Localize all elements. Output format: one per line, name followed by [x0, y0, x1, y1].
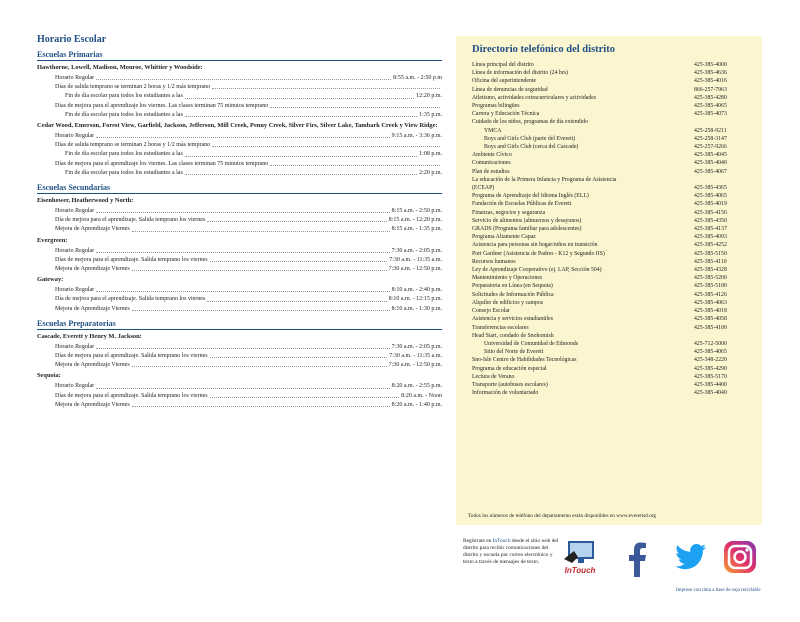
schedule-label: Fin de día escolar para todos los estudiantes a las — [65, 93, 183, 100]
directory-label: Sitio del Norte de Everett — [484, 349, 544, 356]
directory-phone[interactable]: 425-712-5000 — [694, 340, 727, 347]
school-group-heading: Gateway: — [37, 276, 64, 284]
schedule-row — [37, 265, 442, 274]
section-heading: Escuelas Secundarias — [37, 183, 442, 194]
directory-label: Atletismo, actividades extracurriculares y actividades — [472, 94, 597, 101]
directory-row — [472, 61, 750, 69]
directory-label: Sno-Isle Centro de Habilidades Tecnológicas — [472, 357, 577, 364]
directory-row — [472, 118, 750, 126]
schedule-row — [37, 295, 442, 304]
directory-label: Línea principal del distrito — [472, 62, 534, 68]
directory-row — [472, 225, 750, 233]
directory-phone[interactable]: 425-385-4280 — [694, 94, 727, 101]
directory-phone[interactable]: 425-348-2220 — [694, 357, 727, 364]
schedule-row — [37, 401, 442, 410]
directory-phone[interactable]: 425-385-4016 — [694, 78, 727, 85]
leader-dots — [132, 225, 390, 231]
schedule-label: Día de mejora para el aprendizaje. Salida temprano los viernes — [55, 296, 206, 303]
directory-phone[interactable] — [694, 176, 750, 184]
directory-phone[interactable]: 425-385-4365 — [694, 185, 727, 192]
directory-row — [472, 217, 750, 225]
schedule-time: 9:15 a.m. - 3:36 p.m. — [391, 133, 442, 140]
leader-dots — [96, 382, 390, 388]
directory-phone[interactable]: 425-385-4156 — [694, 209, 727, 216]
leader-dots — [207, 295, 386, 301]
directory-row — [472, 315, 750, 323]
schedule-label: Mejora de Aprendizaje Viernes — [55, 305, 130, 312]
directory-label: Programas bilingües — [472, 103, 520, 110]
directory-row — [472, 127, 750, 135]
directory-row — [472, 373, 750, 381]
directory-label: Transferencias escolares — [472, 324, 529, 331]
twitter-icon[interactable] — [670, 537, 710, 577]
schedule-time: 8:15 a.m. - 12:20 p.m. — [388, 217, 442, 224]
schedule-label: Días de salida temprano se terminan 2 horas y 1/2 más temprano — [55, 142, 211, 149]
section-heading: Escuelas Primarias — [37, 50, 442, 61]
leader-dots — [96, 247, 390, 253]
schedule-row — [37, 361, 442, 370]
directory-phone[interactable]: 425-385-4093 — [694, 234, 727, 241]
schedule-row — [37, 343, 442, 352]
leader-dots — [270, 102, 440, 108]
directory-row — [472, 192, 750, 200]
directory-label: Boys and Girls Club (parte del Everett) — [484, 135, 576, 142]
directory-row — [472, 69, 750, 77]
schedule-row — [37, 207, 442, 216]
schedule-row — [37, 160, 442, 169]
schedule-row — [37, 132, 442, 141]
directory-row — [472, 102, 750, 110]
directory-label: Información de voluntariado — [472, 390, 539, 397]
directory-label: Ley de Aprendizaje Cooperativo (ej. LAP, Sección 504) — [472, 267, 602, 274]
directory-label: Boys and Girls Club (cerca del Cascade) — [484, 144, 579, 151]
directory-row — [472, 151, 750, 159]
directory-row — [472, 233, 750, 241]
directory-label: Lectura de Verano — [472, 373, 515, 380]
directory-phone[interactable]: 425-385-4290 — [694, 365, 727, 372]
directory-row — [472, 250, 750, 258]
schedule-row — [37, 74, 442, 83]
schedule-row — [37, 150, 442, 159]
leader-dots — [212, 83, 440, 89]
directory-label: La educación de la Primera Infancia y Programa de Asistencia — [472, 176, 617, 183]
directory-label: Plan de estudios — [472, 168, 510, 175]
schedule-label: Horario Regular — [55, 247, 95, 254]
leader-dots — [96, 207, 390, 213]
schedule-row — [37, 102, 442, 111]
directory-row — [472, 110, 750, 118]
footer-note: Impreso con tinta a base de soja reciclable — [676, 588, 761, 593]
schedule-time: 2:20 p.m. — [419, 169, 442, 176]
directory-phone[interactable] — [694, 332, 750, 340]
social-icons — [560, 537, 760, 587]
schedule-body — [37, 50, 442, 410]
directory-row — [472, 291, 750, 299]
directory-row — [472, 184, 750, 192]
directory-row — [472, 209, 750, 217]
directory-phone[interactable]: 425-385-4067 — [694, 168, 727, 175]
leader-dots — [185, 169, 417, 175]
schedule-row — [37, 141, 442, 150]
register-intouch-text: Regístrate en InTouch desde el sitio web del distrito para recibir comunicaciones del distrito y escuela por correo electrónico y texto a través de mensajes de texto. — [463, 538, 559, 565]
leader-dots — [210, 256, 388, 262]
directory-list — [472, 61, 750, 397]
directory-row — [472, 77, 750, 85]
directory-row — [472, 266, 750, 274]
schedule-row — [37, 286, 442, 295]
directory-phone[interactable]: 425-385-4328 — [694, 267, 727, 274]
directory-label: Comunicaciones — [472, 160, 511, 167]
schedule-time: 8:55 a.m. - 2:50 p.m — [393, 75, 442, 81]
directory-label: Programa de educación especial — [472, 365, 547, 372]
school-group-heading: Eisenhower, Heatherwood y North: — [37, 197, 134, 205]
directory-row — [472, 176, 750, 184]
schedule-label: Día de mejora para el aprendizaje. Salida temprano los viernes — [55, 217, 206, 224]
schedule-time: 1:35 p.m. — [419, 111, 442, 118]
schedule-row — [37, 392, 442, 401]
directory-title: Directorio telefónico del distrito — [472, 44, 615, 55]
directory-row — [472, 299, 750, 307]
leader-dots — [185, 92, 414, 98]
schedule-time: 8:20 a.m. - 1:40 p.m. — [391, 401, 442, 408]
schedule-row — [37, 111, 442, 120]
school-group-heading: Sequoia: — [37, 372, 61, 380]
directory-row — [472, 258, 750, 266]
directory-label: GRADS (Programa familiar para adolescentes) — [472, 226, 582, 233]
schedule-row — [37, 92, 442, 101]
directory-label: Mantenimiento y Operaciones — [472, 275, 543, 282]
directory-phone[interactable] — [694, 118, 750, 126]
leader-dots — [132, 361, 387, 367]
leader-dots — [96, 286, 390, 292]
directory-label: Programa de Aprendizaje del Idioma Inglés (ELL) — [472, 193, 589, 200]
directory-phone[interactable]: 425-385-5170 — [694, 373, 727, 380]
directory-label: Fundación de Escuelas Públicas de Everett — [472, 201, 572, 208]
directory-phone[interactable]: 425-385-4063 — [694, 299, 727, 306]
directory-phone[interactable]: 425-385-4100 — [694, 324, 727, 331]
school-group-heading: Cedar Wood, Emerson, Forest View, Garfield, Jackson, Jefferson, Mill Creek, Penny Creek, Silver Firs, Silver Lake, Tambark Creek y View Ridge: — [37, 122, 438, 130]
leader-dots — [207, 216, 386, 222]
directory-phone[interactable]: 425-258-3147 — [694, 135, 727, 142]
school-group-heading: Cascade, Everett y Henry M. Jackson: — [37, 332, 142, 340]
directory-label: Asistencia y servicios estudiantiles — [472, 316, 553, 323]
directory-phone[interactable]: 425-385-4252 — [694, 242, 727, 249]
directory-label: Port Gardner (Asistencia de Padres - K12 y Segundo IIS) — [472, 250, 605, 257]
directory-phone[interactable]: 425-257-9266 — [694, 144, 727, 151]
directory-label: Línea de información del distrito (24 hrs) — [472, 70, 568, 77]
leader-dots — [210, 352, 388, 358]
directory-row — [472, 389, 750, 397]
schedule-label: Días de mejora para el aprendizaje. Salida temprano los viernes — [55, 256, 208, 263]
directory-row — [472, 332, 750, 340]
section-heading: Escuelas Preparatorias — [37, 319, 442, 330]
directory-label: Ambiente Cívico — [472, 152, 512, 159]
schedule-label: Días de mejora para el aprendizaje los viernes. Las clases terminan 75 minutos temprano — [55, 160, 269, 167]
schedule-time: 7:30 a.m. - 11:35 a.m. — [389, 256, 442, 263]
svg-text:InTouch: InTouch — [564, 566, 596, 575]
schedule-row — [37, 225, 442, 234]
directory-row — [472, 324, 750, 332]
leader-dots — [96, 74, 391, 80]
schedule-time: 8:20 a.m. - 2:55 p.m. — [391, 383, 442, 390]
school-group-heading: Hawthorne, Lowell, Madison, Monroe, Whittier y Woodside: — [37, 64, 203, 71]
facebook-icon[interactable] — [618, 537, 658, 577]
directory-phone[interactable]: 425-385-4000 — [694, 62, 727, 68]
schedule-row — [37, 256, 442, 265]
directory-phone[interactable]: 425-385-4018 — [694, 308, 727, 315]
schedule-time: 8:10 a.m. - 2:40 p.m. — [391, 287, 442, 294]
directory-row — [472, 274, 750, 282]
schedule-label: Días de mejora para el aprendizaje los viernes. Las clases terminan 75 minutos temprano — [55, 102, 269, 109]
schedule-row — [37, 352, 442, 361]
directory-phone[interactable]: 425-385-4110 — [694, 258, 727, 265]
directory-phone[interactable]: 425-385-4045 — [694, 152, 727, 159]
schedule-label: Mejora de Aprendizaje Viernes — [55, 226, 130, 233]
directory-phone[interactable]: 425-385-4073 — [694, 111, 727, 118]
directory-phone[interactable]: 425-385-4065 — [694, 349, 727, 356]
schedule-label: Fin de día escolar para todos los estudiantes a las — [65, 169, 183, 176]
schedule-label: Horario Regular — [55, 383, 95, 390]
directory-label: Transporte (autobuses escolares) — [472, 381, 548, 388]
directory-row — [472, 143, 750, 151]
directory-phone[interactable]: 425-385-4400 — [694, 381, 727, 388]
directory-label: Consejo Escolar — [472, 308, 510, 315]
directory-label: Alquiler de edificios y campos — [472, 299, 544, 306]
schedule-title: Horario Escolar — [37, 34, 107, 45]
schedule-label: Fin de día escolar para todos los estudiantes a las — [65, 111, 183, 118]
leader-dots — [132, 401, 390, 407]
schedule-row — [37, 216, 442, 225]
directory-label: Carrera y Educación Técnica — [472, 111, 540, 118]
schedule-row — [37, 305, 442, 314]
directory-phone[interactable]: 425-385-4126 — [694, 291, 727, 298]
schedule-row — [37, 169, 442, 178]
school-schedule — [37, 34, 442, 410]
district-directory — [456, 36, 762, 525]
directory-label: Asistencia para personas sin hogar/niños en transición — [472, 242, 598, 249]
directory-label: YMCA — [484, 127, 502, 134]
schedule-time: 12:20 p.m. — [416, 93, 442, 100]
directory-label: Finanzas, negocios y seguranza — [472, 209, 546, 216]
schedule-time: 7:30 a.m. - 12:50 p.m. — [388, 266, 442, 273]
directory-phone[interactable]: 425-385-4040 — [694, 160, 727, 167]
schedule-label: Fin de día escolar para todos los estudiantes a las — [65, 151, 183, 158]
directory-label: Cuidado de los niños, programas de día extendido — [472, 119, 588, 126]
schedule-time: 8:20 a.m. - Noon — [401, 392, 442, 399]
leader-dots — [132, 265, 387, 271]
leader-dots — [132, 305, 390, 311]
directory-phone[interactable]: 866-257-7963 — [694, 86, 727, 93]
directory-label: (ECEAP) — [472, 185, 495, 192]
leader-dots — [212, 141, 440, 147]
schedule-label: Mejora de Aprendizaje Viernes — [55, 401, 130, 408]
directory-phone[interactable]: 425-385-4065 — [694, 193, 727, 200]
directory-row — [472, 348, 750, 356]
schedule-time: 8:15 a.m. - 2:50 p.m. — [391, 208, 442, 215]
directory-phone[interactable]: 425-385-5200 — [694, 275, 727, 282]
directory-row — [472, 159, 750, 167]
schedule-time: 8:10 a.m. - 12:15 p.m. — [388, 296, 442, 303]
directory-row — [472, 282, 750, 290]
schedule-label: Mejora de Aprendizaje Viernes — [55, 362, 130, 369]
schedule-label: Horario Regular — [55, 287, 95, 294]
leader-dots — [96, 343, 390, 349]
directory-label: Recursos humanos — [472, 258, 516, 265]
directory-phone[interactable]: 425-385-4040 — [694, 390, 727, 397]
directory-label: Línea de denuncias de seguridad — [472, 86, 548, 93]
school-group-heading: Evergreen: — [37, 236, 68, 244]
directory-row — [472, 94, 750, 102]
leader-dots — [210, 392, 400, 398]
directory-phone[interactable]: 425-385-4137 — [694, 226, 727, 233]
directory-phone[interactable]: 425-385-4065 — [694, 103, 727, 110]
schedule-label: Horario Regular — [55, 133, 95, 140]
directory-footer: Todos los números de teléfono del departamento están disponibles en www.everettsd.org — [468, 513, 657, 519]
directory-phone[interactable]: 425-385-4019 — [694, 201, 727, 208]
directory-label: Preparatoria en Línea (en Sequoia) — [472, 283, 553, 290]
directory-label: Servicio de alimentos (almuerzos y desayunos) — [472, 217, 582, 224]
directory-phone[interactable]: 425-258-9211 — [694, 127, 727, 134]
leader-dots — [185, 150, 417, 156]
directory-label: Universidad de Comunidad de Edmonds — [484, 340, 579, 347]
schedule-time: 1:08 p.m. — [419, 151, 442, 158]
directory-row — [472, 381, 750, 389]
schedule-label: Horario Regular — [55, 75, 95, 81]
schedule-time: 7:30 a.m. - 12:50 p.m. — [388, 362, 442, 369]
directory-row — [472, 86, 750, 94]
schedule-time: 7:30 a.m. - 11:35 a.m. — [389, 353, 442, 360]
directory-row — [472, 241, 750, 249]
directory-row — [472, 365, 750, 373]
directory-row — [472, 307, 750, 315]
schedule-time: 8:10 a.m. - 1:30 p.m. — [391, 305, 442, 312]
leader-dots — [185, 111, 417, 117]
intouch-link[interactable]: InTouch — [492, 538, 511, 544]
schedule-row — [37, 247, 442, 256]
directory-phone[interactable]: 425-385-4058 — [694, 316, 727, 323]
directory-row — [472, 168, 750, 176]
leader-dots — [270, 160, 440, 166]
instagram-icon[interactable] — [720, 537, 760, 577]
schedule-label: Días de salida temprano se terminan 2 horas y 1/2 más temprano — [55, 84, 211, 91]
schedule-label: Horario Regular — [55, 208, 95, 215]
directory-phone[interactable]: 425-385-4350 — [694, 217, 727, 224]
schedule-label: Días de mejora para el aprendizaje. Salida temprano los viernes — [55, 353, 208, 360]
schedule-time: 7:30 a.m. - 2:05 p.m. — [391, 343, 442, 350]
directory-phone[interactable]: 425-385-4636 — [694, 70, 727, 77]
directory-phone[interactable]: 425-385-5150 — [694, 250, 727, 257]
schedule-label: Días de mejora para el aprendizaje. Salida temprano los viernes — [55, 392, 208, 399]
schedule-row — [37, 382, 442, 391]
directory-label: Programa Altamente Capaz — [472, 234, 536, 241]
directory-phone[interactable]: 425-385-5100 — [694, 283, 727, 290]
directory-row — [472, 340, 750, 348]
directory-row — [472, 356, 750, 364]
schedule-label: Mejora de Aprendizaje Viernes — [55, 266, 130, 273]
schedule-time: 8:15 a.m. - 1:35 p.m. — [391, 226, 442, 233]
directory-row — [472, 200, 750, 208]
schedule-row — [37, 83, 442, 92]
directory-label: Head Start, condado de Snohomish — [472, 332, 554, 339]
schedule-time: 7:30 a.m. - 2:05 p.m. — [391, 247, 442, 254]
leader-dots — [96, 132, 390, 138]
directory-label: Solicitudes de Información Pública — [472, 291, 554, 298]
directory-label: Oficina del superintendente — [472, 78, 537, 85]
directory-row — [472, 135, 750, 143]
schedule-label: Horario Regular — [55, 343, 95, 350]
intouch-icon[interactable] — [560, 537, 600, 577]
